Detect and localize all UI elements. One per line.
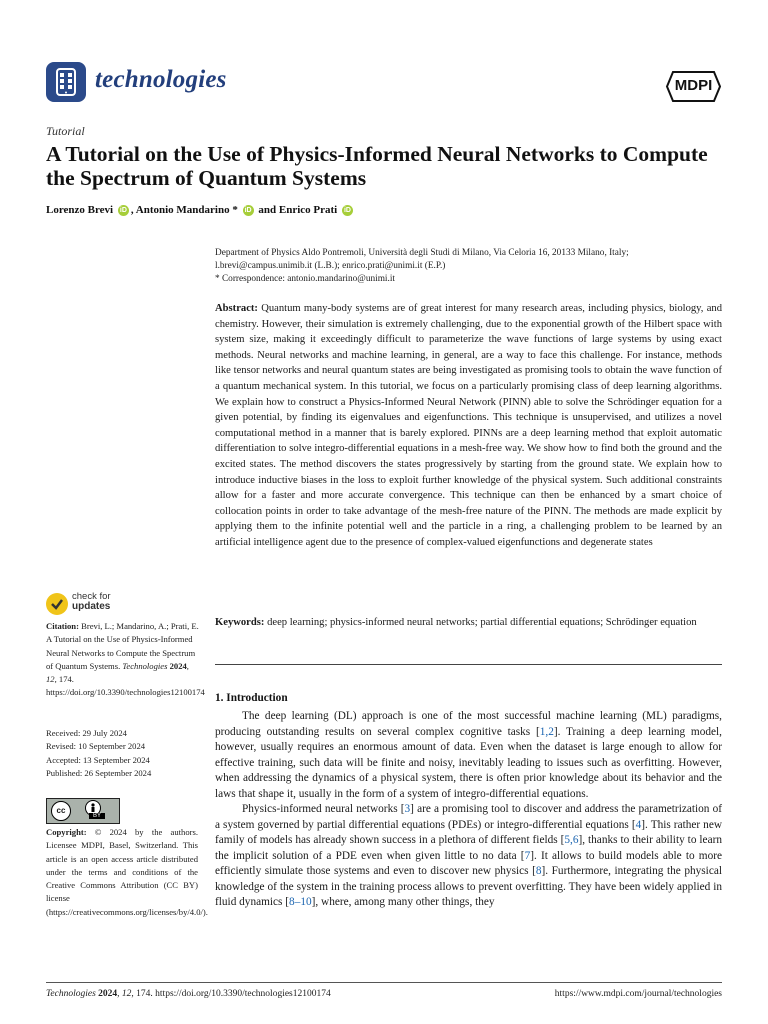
- tablet-grid-icon: [46, 62, 86, 102]
- author-conjunction: and: [258, 204, 277, 216]
- paragraph: Physics-informed neural networks [3] are a promising tool to discover and address the parametrization of a system governed by partial differential equations (PDEs) or integro-differential equations [4]. This rather new family of models has already shown success in a plethora of different fields [5,6], thanks to their ability to learn the implicit solution of a PDE even when given little to no data [7]. It allows to build models able to more efficiently simulate those systems and even to discover new physics [8]. Furthermore, integrating the physical knowledge of the system in the training process allows to prevent overfitting. They have been widely applied in fluid dynamics [8–10], where, among many other things, they: [215, 803, 722, 908]
- citation-volume: 12: [46, 674, 55, 685]
- reference-link[interactable]: 8–10: [289, 896, 312, 908]
- reference-link[interactable]: 7: [524, 849, 531, 862]
- journal-name[interactable]: technologies: [95, 66, 227, 93]
- revised-date: Revised: 10 September 2024: [46, 741, 146, 752]
- correspondence[interactable]: * Correspondence: antonio.mandarino@unimi.it: [215, 274, 395, 284]
- affiliation-emails[interactable]: l.brevi@campus.unimib.it (L.B.); enrico.prati@unimi.it (E.P.): [215, 261, 446, 271]
- received-date: Received: 29 July 2024: [46, 728, 127, 738]
- keywords-label: Keywords:: [215, 617, 265, 628]
- citation-year: 2024: [169, 660, 187, 671]
- reference-link[interactable]: 3: [404, 803, 411, 815]
- abstract-text: Quantum many-body systems are of great interest for many research areas, including physics, biology, and chemistry. However, their simulation is extremely challenging, due to the exponential growth of the Hilbert space with system size, making it exceedingly difficult to parameterize the wave functions of large systems by using exact methods. Neural networks and machine learning, in general, are a way to face this challenge. For instance, methods like tensor networks and neural quantum states are being investigated as promising tools to obtain the wave function of a quantum mechanical system. In this tutorial, we focus on a particularly promising class of deep learning algorithms. We explain how to construct a Physics-Informed Neural Network (PINN) able to solve the Schrödinger equation for a given potential, by finding its eigenvalues and eigenfunctions. This technique is unsupervised, and utilizes a novel computational method in a manner that is barely explored. PINNs are a deep learning method that exploit automatic differentiation to solve integro-differential equations in a mesh-free way. We show how to find both the ground and the excited states. The method discovers the states progressively by starting from the ground state. We explain how to introduce inductive biases in the loss to exploit further knowledge of the physical system. Such additional constraints allow for a faster and more accurate convergence. This technique can then be enhanced by a smart choice of collocation points in order to take advantage of the mesh-free nature of the PINN. The methods are made explicit by applying them to the infinite potential well and the particle in a ring, a challenging problem to be learned by an artificial intelligence agent due to the presence of complex-valued eigenfunctions and degenerate states: [215, 303, 722, 548]
- cc-icon: cc: [51, 801, 71, 821]
- keywords: [215, 615, 722, 631]
- orcid-icon[interactable]: iD: [119, 206, 127, 214]
- orcid-icon[interactable]: iD: [244, 206, 252, 214]
- copyright-notice: [46, 826, 208, 919]
- copyright-label: Copyright:: [46, 827, 87, 837]
- publisher-logo[interactable]: [665, 70, 722, 103]
- reference-link[interactable]: 8: [535, 865, 542, 877]
- reference-link[interactable]: 1,2: [539, 725, 554, 738]
- footer-doi[interactable]: , 174. https://doi.org/10.3390/technologies12100174: [131, 989, 331, 999]
- check-updates-line: updates: [72, 601, 111, 612]
- footer-volume: 12: [121, 989, 132, 999]
- footer-year: 2024: [98, 989, 118, 999]
- published-date: Published: 26 September 2024: [46, 767, 152, 778]
- affiliation: [215, 247, 725, 286]
- accepted-date: Accepted: 13 September 2024: [46, 754, 150, 765]
- citation-doi[interactable]: , 174. https://doi.org/10.3390/technologies12100174: [46, 674, 205, 698]
- by-label: BY: [89, 813, 105, 819]
- reference-link[interactable]: 4: [635, 818, 642, 831]
- footer-divider: [46, 982, 722, 983]
- publication-dates: [46, 727, 201, 780]
- citation: Citation: Brevi, L.; Mandarino, A.; Prati, E. A Tutorial on the Use of Physics-Informed Neural Networks to Compute the Spectrum of Quantum Systems. Technologies 2024, 12, 174. https://doi.org/10.3390/technologies12100174: [46, 621, 205, 698]
- author-list: Lorenzo Brevi iD , Antonio Mandarino * iD and Enrico Prati iD: [46, 204, 351, 216]
- abstract-label: Abstract:: [215, 303, 258, 314]
- publisher-name: MDPI: [674, 77, 713, 94]
- citation-text: Brevi, L.; Mandarino, A.; Prati, E. A Tutorial on the Use of Physics-Informed Neural Networks to Compute the Spectrum of Quantum Systems.: [46, 621, 199, 671]
- copyright-text: © 2024 by the authors. Licensee MDPI, Basel, Switzerland. This article is an open access article distributed under the terms and conditions of the Creative Commons Attribution (CC BY) license (https://creativecommons.org/licenses/by/4.0/).: [46, 827, 208, 917]
- author-name[interactable]: Enrico Prati: [278, 204, 338, 216]
- footer-citation: Technologies 2024, 12, 174. https://doi.org/10.3390/technologies12100174: [46, 989, 331, 999]
- footer-journal: Technologies: [46, 989, 96, 999]
- check-for-updates-button[interactable]: [46, 592, 156, 618]
- check-updates-icon: [46, 593, 68, 615]
- article-type: Tutorial: [46, 124, 85, 138]
- page-title: A Tutorial on the Use of Physics-Informed Neural Networks to Compute the Spectrum of Quantum Systems: [46, 142, 708, 190]
- citation-journal: Technologies: [122, 660, 168, 671]
- affiliation-line: Department of Physics Aldo Pontremoli, Università degli Studi di Milano, Via Celoria 16, 20133 Milano, Italy;: [215, 248, 629, 258]
- section-heading: 1. Introduction: [215, 692, 288, 704]
- citation-label: Citation:: [46, 621, 79, 631]
- abstract: [215, 301, 722, 551]
- reference-link[interactable]: 5,6: [564, 834, 579, 846]
- journal-logo: [46, 62, 86, 102]
- divider: [215, 664, 722, 665]
- check-updates-line: check for: [72, 591, 111, 602]
- footer-journal-url[interactable]: https://www.mdpi.com/journal/technologies: [554, 989, 722, 999]
- keywords-text: deep learning; physics-informed neural networks; partial differential equations; Schrödinger equation: [267, 617, 697, 628]
- author-name[interactable]: Lorenzo Brevi: [46, 204, 114, 216]
- body-text: [215, 709, 722, 911]
- paragraph: The deep learning (DL) approach is one of the most successful machine learning (ML) paradigms, producing outstanding results on several complex cognitive tasks [1,2]. Training a deep learning model, however, usually requires an enormous amount of data. Even when the dataset is large enough to allow for effective training, such data will be finite and noisy, inevitably leading to issues such as overfitting. However, when addressing the dynamics of a physical system, there is often prior knowledge about its behavior and the laws that shape it, usually in the form of a system of integro-differential equations.: [215, 710, 722, 800]
- author-name[interactable]: Antonio Mandarino *: [135, 204, 238, 216]
- orcid-icon[interactable]: iD: [343, 206, 351, 214]
- cc-by-license-badge[interactable]: [46, 798, 120, 824]
